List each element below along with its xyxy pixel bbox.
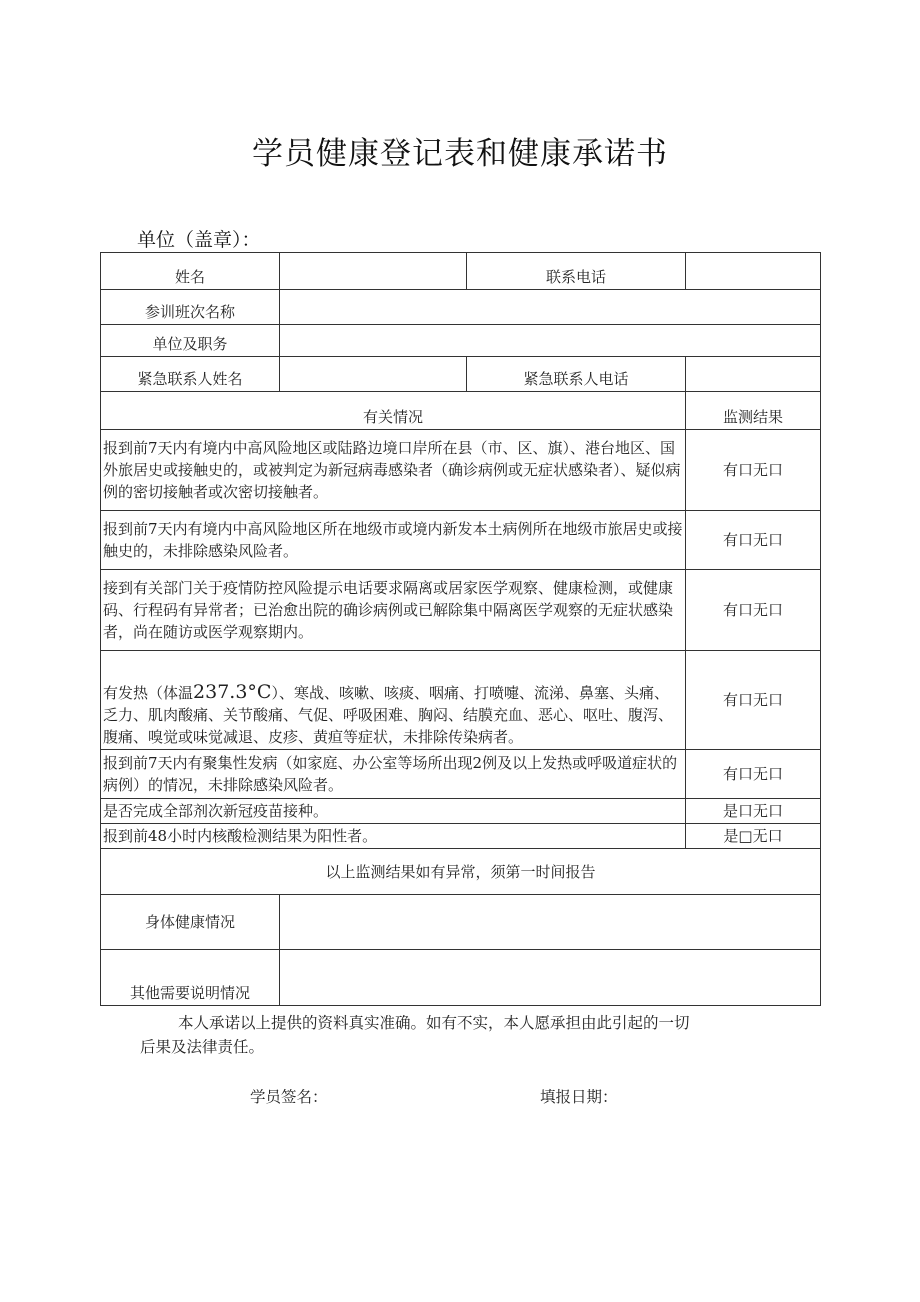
table-row: [101, 799, 821, 824]
phone-label: 联系电话: [467, 253, 686, 290]
item-text: 报到前7天内有聚集性发病（如家庭、办公室等场所出现2例及以上发热或呼吸道症状的病例）的情况，未排除感染风险者。: [101, 750, 686, 799]
org-position-field[interactable]: [280, 325, 821, 357]
result-checkbox[interactable]: 有口无口: [686, 511, 821, 570]
item-text-suffix: ）、寒战、咳嗽、咳痰、咽痛、打喷嚏、流涕、鼻塞、头痛、乏力、肌肉酸痛、关节酸痛、气促、呼吸困难、胸闷、结膜充血、恶心、呕吐、腹泻、腹痛、嗅觉或味觉减退、皮疹、黄疸等症状，未排除传染病者。: [103, 684, 674, 746]
item-text-prefix: 有发热（体温: [103, 684, 194, 702]
unit-stamp-label: 单位（盖章）：: [137, 229, 261, 251]
health-registration-table: [100, 252, 821, 1006]
table-row: [101, 651, 821, 750]
other-field[interactable]: [280, 950, 821, 1006]
notice-row: [101, 849, 821, 895]
result-checkbox[interactable]: 有口无口: [686, 651, 821, 750]
emergency-name-field[interactable]: [280, 357, 467, 392]
result-checkbox[interactable]: 有口无口: [686, 570, 821, 651]
item-text: 报到前7天内有境内中高风险地区所在地级市或境内新发本土病例所在地级市旅居史或接触史的，未排除感染风险者。: [101, 511, 686, 570]
emergency-name-label: 紧急联系人姓名: [101, 357, 280, 392]
health-field[interactable]: [280, 895, 821, 950]
table-row: [101, 290, 821, 325]
notice-text: 以上监测结果如有异常，须第一时间报告: [101, 849, 821, 895]
table-row: [101, 325, 821, 357]
promise-paragraph: [140, 1011, 760, 1059]
table-row: [101, 357, 821, 392]
result-checkbox[interactable]: 是口无口: [686, 799, 821, 824]
table-row: [101, 950, 821, 1006]
item-text: 是否完成全部剂次新冠疫苗接种。: [101, 799, 686, 824]
phone-field[interactable]: [686, 253, 821, 290]
name-field[interactable]: [280, 253, 467, 290]
org-position-label: 单位及职务: [101, 325, 280, 357]
item-text: 接到有关部门关于疫情防控风险提示电话要求隔离或居家医学观察、健康检测，或健康码、行程码有异常者；已治愈出院的确诊病例或已解除集中隔离医学观察的无症状感染者，尚在随访或医学观察期内。: [101, 570, 686, 651]
result-checkbox[interactable]: 有口无口: [686, 750, 821, 799]
class-name-field[interactable]: [280, 290, 821, 325]
promise-line-2: 后果及法律责任。: [140, 1038, 265, 1056]
item-text: [101, 651, 686, 750]
table-row: [101, 430, 821, 511]
promise-line-1: 本人承诺以上提供的资料真实准确。如有不实，本人愿承担由此引起的一切: [178, 1014, 690, 1032]
student-sign-label: 学员签名：: [250, 1088, 328, 1106]
name-label: 姓名: [101, 253, 280, 290]
emergency-phone-field[interactable]: [686, 357, 821, 392]
item-text: 报到前7天内有境内中高风险地区或陆路边境口岸所在县（市、区、旗）、港台地区、国外旅居史或接触史的，或被判定为新冠病毒感染者（确诊病例或无症状感染者）、疑似病例的密切接触者或次密切接触者。: [101, 430, 686, 511]
table-row: [101, 511, 821, 570]
page-title: 学员健康登记表和健康承诺书: [252, 136, 668, 172]
table-row: [101, 253, 821, 290]
other-label: 其他需要说明情况: [101, 950, 280, 1006]
result-checkbox[interactable]: 有口无口: [686, 430, 821, 511]
health-label: 身体健康情况: [101, 895, 280, 950]
result-checkbox[interactable]: 是□无口: [686, 824, 821, 849]
temperature-value: 237.3°C: [193, 681, 272, 703]
table-row: [101, 895, 821, 950]
situation-header: 有关情况: [101, 392, 686, 430]
result-header: 监测结果: [686, 392, 821, 430]
item-text: 报到前48小时内核酸检测结果为阳性者。: [101, 824, 686, 849]
table-header-row: [101, 392, 821, 430]
class-name-label: 参训班次名称: [101, 290, 280, 325]
table-row: [101, 824, 821, 849]
table-row: [101, 570, 821, 651]
emergency-phone-label: 紧急联系人电话: [467, 357, 686, 392]
fill-date-label: 填报日期：: [540, 1088, 618, 1106]
table-row: [101, 750, 821, 799]
